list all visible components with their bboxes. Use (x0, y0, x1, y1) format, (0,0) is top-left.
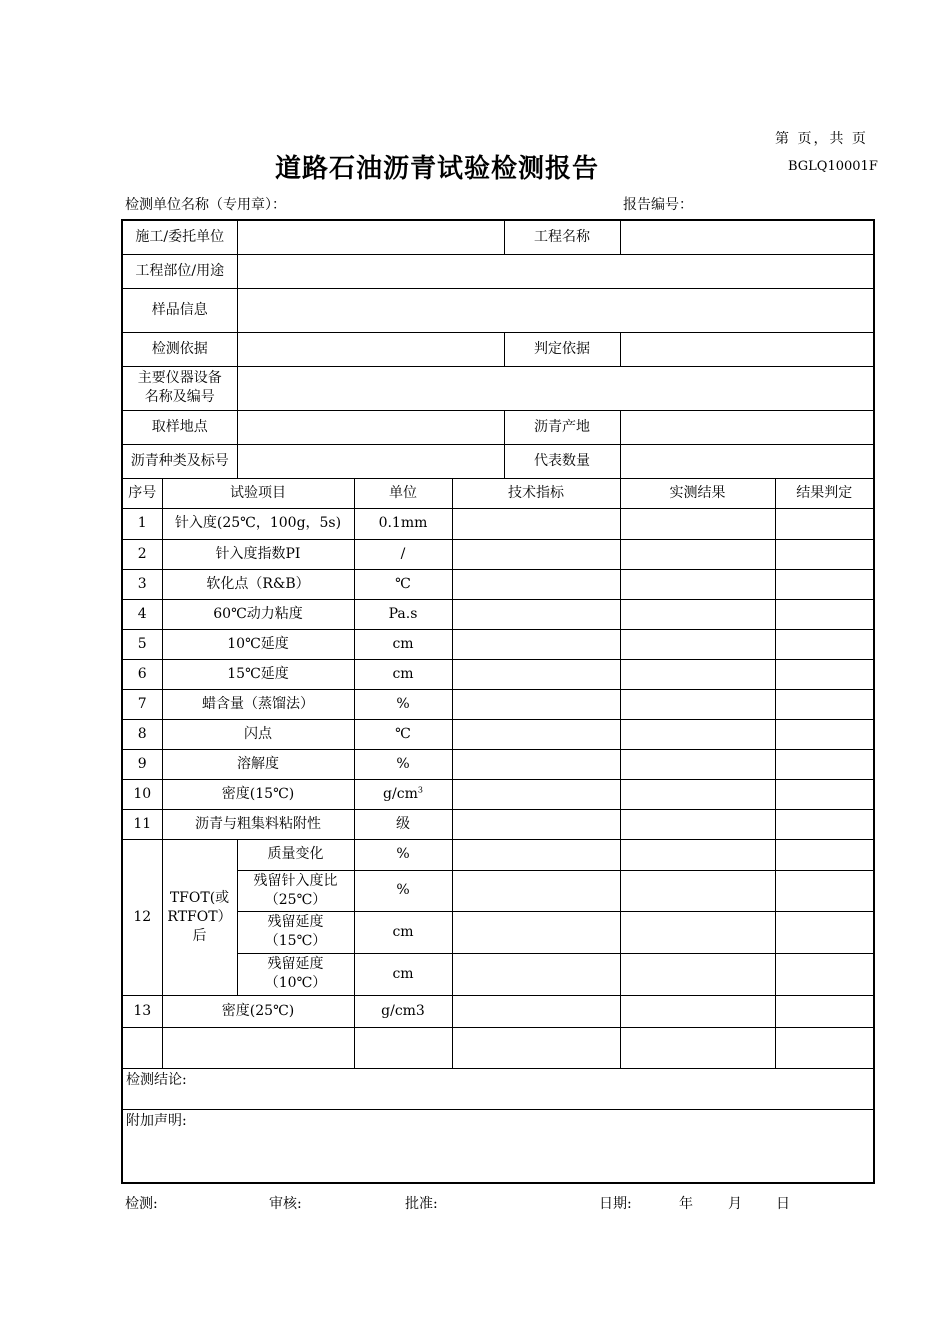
sampling-site-label: 取样地点 (122, 410, 237, 444)
page-info: 第 页，共 页 (775, 131, 868, 147)
judge-basis-value[interactable] (620, 332, 874, 366)
row-unit: Pa.s (354, 599, 452, 629)
date-label: 日期: (599, 1196, 632, 1212)
subitem-line1: 残留延度 (267, 956, 324, 972)
form-code: BGLQ10001F (788, 159, 878, 174)
row-item: 15℃延度 (162, 659, 354, 689)
subitem-line1: 残留针入度比 (253, 872, 338, 889)
tfot-group-line3: 后 (192, 927, 207, 944)
row-subitem (237, 870, 354, 911)
tfot-group-label (162, 839, 237, 995)
tfot-group-line1: TFOT(或 (169, 889, 230, 906)
row-spec[interactable] (452, 659, 620, 689)
project-name-label: 工程名称 (504, 220, 620, 254)
row-no: 5 (122, 629, 162, 659)
row-spec[interactable] (452, 629, 620, 659)
row-item: 10℃延度 (162, 629, 354, 659)
row-result[interactable] (620, 1027, 775, 1068)
table-row (122, 749, 874, 779)
asphalt-type-value[interactable] (237, 444, 504, 478)
row-judgement[interactable] (775, 659, 874, 689)
row-item[interactable] (162, 1027, 354, 1068)
row-spec[interactable] (452, 839, 620, 870)
row-unit: cm (354, 953, 452, 995)
row-judgement[interactable] (775, 508, 874, 539)
statement-label: 附加声明: (126, 1112, 187, 1129)
row-judgement[interactable] (775, 995, 874, 1027)
row-result[interactable] (620, 809, 775, 839)
equipment-label (122, 366, 237, 410)
row-judgement[interactable] (775, 569, 874, 599)
row-unit: % (354, 749, 452, 779)
asphalt-origin-value[interactable] (620, 410, 874, 444)
row-unit: cm (354, 629, 452, 659)
approver-label: 批准: (405, 1196, 438, 1212)
project-name-value[interactable] (620, 220, 874, 254)
row-judgement[interactable] (775, 629, 874, 659)
testing-unit-label: 检测单位名称（专用章）： (125, 197, 286, 213)
row-unit: % (354, 839, 452, 870)
row-no: 4 (122, 599, 162, 629)
row-result[interactable] (620, 749, 775, 779)
construction-unit-label: 施工/委托单位 (122, 220, 237, 254)
subitem-line2: （25℃） (264, 891, 327, 908)
row-item: 闪点 (162, 719, 354, 749)
row-no: 9 (122, 749, 162, 779)
table-row (122, 689, 874, 719)
row-result[interactable] (620, 599, 775, 629)
row-judgement[interactable] (775, 809, 874, 839)
sampling-site-value[interactable] (237, 410, 504, 444)
subitem-line2: （15℃） (264, 933, 327, 949)
row-unit: 0.1mm (354, 508, 452, 539)
row-judgement[interactable] (775, 599, 874, 629)
row-spec[interactable] (452, 749, 620, 779)
table-row (122, 508, 874, 539)
month-label: 月 (728, 1196, 742, 1212)
row-judgement[interactable] (775, 870, 874, 911)
row-item: 针入度(25℃，100g，5s) (162, 508, 354, 539)
row-result[interactable] (620, 953, 775, 995)
table-row (122, 839, 874, 870)
row-judgement[interactable] (775, 911, 874, 953)
row-spec[interactable] (452, 779, 620, 809)
table-row (122, 659, 874, 689)
test-basis-label: 检测依据 (122, 332, 237, 366)
sample-info-label: 样品信息 (122, 288, 237, 332)
table-row (122, 809, 874, 839)
col-header-judgement: 结果判定 (775, 478, 874, 508)
report-number-label: 报告编号： (623, 197, 693, 213)
row-unit: ℃ (354, 719, 452, 749)
row-result[interactable] (620, 569, 775, 599)
row-result[interactable] (620, 995, 775, 1027)
statement-field[interactable] (122, 1109, 874, 1183)
row-unit: % (354, 870, 452, 911)
row-no: 2 (122, 539, 162, 569)
table-row-empty (122, 1027, 874, 1068)
table-row (122, 599, 874, 629)
row-unit: / (354, 539, 452, 569)
row-no: 13 (122, 995, 162, 1027)
row-unit: 级 (354, 809, 452, 839)
row-spec[interactable] (452, 539, 620, 569)
row-no: 3 (122, 569, 162, 599)
conclusion-label: 检测结论: (126, 1071, 187, 1088)
row-spec[interactable] (452, 995, 620, 1027)
row-result[interactable] (620, 839, 775, 870)
row-no[interactable] (122, 1027, 162, 1068)
row-spec[interactable] (452, 689, 620, 719)
row-result[interactable] (620, 870, 775, 911)
row-no: 12 (122, 839, 162, 995)
equipment-value[interactable] (237, 366, 874, 410)
row-result[interactable] (620, 779, 775, 809)
row-unit: cm (354, 659, 452, 689)
row-judgement[interactable] (775, 719, 874, 749)
row-result[interactable] (620, 719, 775, 749)
row-unit: ℃ (354, 569, 452, 599)
row-unit: cm (354, 911, 452, 953)
row-item: 密度(25℃) (162, 995, 354, 1027)
row-spec[interactable] (452, 508, 620, 539)
row-no: 8 (122, 719, 162, 749)
tester-label: 检测: (125, 1196, 158, 1212)
table-row (122, 629, 874, 659)
row-item: 密度(15℃) (162, 779, 354, 809)
row-judgement[interactable] (775, 779, 874, 809)
row-judgement[interactable] (775, 839, 874, 870)
row-result[interactable] (620, 629, 775, 659)
col-header-spec: 技术指标 (452, 478, 620, 508)
row-judgement[interactable] (775, 1027, 874, 1068)
row-result[interactable] (620, 508, 775, 539)
table-row (122, 779, 874, 809)
row-spec[interactable] (452, 809, 620, 839)
row-item: 60℃动力粘度 (162, 599, 354, 629)
row-item: 沥青与粗集料粘附性 (162, 809, 354, 839)
tfot-group-line2: RTFOT） (167, 908, 232, 925)
test-basis-value[interactable] (237, 332, 504, 366)
asphalt-type-label: 沥青种类及标号 (122, 444, 237, 478)
row-result[interactable] (620, 539, 775, 569)
row-judgement[interactable] (775, 539, 874, 569)
row-item: 针入度指数PI (162, 539, 354, 569)
quantity-label: 代表数量 (504, 444, 620, 478)
table-row (122, 995, 874, 1027)
row-no: 7 (122, 689, 162, 719)
subitem-line2: （10℃） (264, 975, 327, 991)
row-judgement[interactable] (775, 953, 874, 995)
row-spec[interactable] (452, 569, 620, 599)
judge-basis-label: 判定依据 (504, 332, 620, 366)
row-spec[interactable] (452, 1027, 620, 1068)
row-spec[interactable] (452, 911, 620, 953)
row-result[interactable] (620, 689, 775, 719)
table-row (122, 719, 874, 749)
equipment-label-line1: 主要仪器设备 (137, 370, 222, 386)
asphalt-origin-label: 沥青产地 (504, 410, 620, 444)
row-subitem: 质量变化 (237, 839, 354, 870)
row-judgement[interactable] (775, 689, 874, 719)
col-header-no: 序号 (122, 478, 162, 508)
quantity-value[interactable] (620, 444, 874, 478)
row-no: 11 (122, 809, 162, 839)
row-item: 溶解度 (162, 749, 354, 779)
col-header-result: 实测结果 (620, 478, 775, 508)
row-subitem (237, 911, 354, 953)
row-unit: g/cm3 (354, 995, 452, 1027)
row-item: 软化点（R&B） (162, 569, 354, 599)
conclusion-field[interactable] (122, 1068, 874, 1109)
row-spec[interactable] (452, 870, 620, 911)
project-part-label: 工程部位/用途 (122, 254, 237, 288)
row-result[interactable] (620, 911, 775, 953)
row-spec[interactable] (452, 599, 620, 629)
row-no: 10 (122, 779, 162, 809)
row-unit (354, 779, 452, 809)
row-unit[interactable] (354, 1027, 452, 1068)
unit-superscript: 3 (417, 784, 423, 794)
page-title: 道路石油沥青试验检测报告 (275, 154, 600, 184)
row-spec[interactable] (452, 953, 620, 995)
year-label: 年 (679, 1196, 693, 1212)
row-subitem (237, 953, 354, 995)
row-no: 6 (122, 659, 162, 689)
table-row (122, 539, 874, 569)
subitem-line1: 残留延度 (267, 914, 324, 930)
construction-unit-value[interactable] (237, 220, 504, 254)
row-unit: % (354, 689, 452, 719)
reviewer-label: 审核: (269, 1196, 302, 1212)
unit-base: g/cm (383, 785, 418, 802)
col-header-item: 试验项目 (162, 478, 354, 508)
row-spec[interactable] (452, 719, 620, 749)
sample-info-value[interactable] (237, 288, 874, 332)
table-row (122, 569, 874, 599)
row-judgement[interactable] (775, 749, 874, 779)
col-header-unit: 单位 (354, 478, 452, 508)
project-part-value[interactable] (237, 254, 874, 288)
row-result[interactable] (620, 659, 775, 689)
day-label: 日 (776, 1196, 790, 1212)
row-item: 蜡含量（蒸馏法） (162, 689, 354, 719)
equipment-label-line2: 名称及编号 (144, 389, 215, 405)
report-table (121, 219, 875, 1184)
column-header-row (122, 478, 874, 508)
row-no: 1 (122, 508, 162, 539)
